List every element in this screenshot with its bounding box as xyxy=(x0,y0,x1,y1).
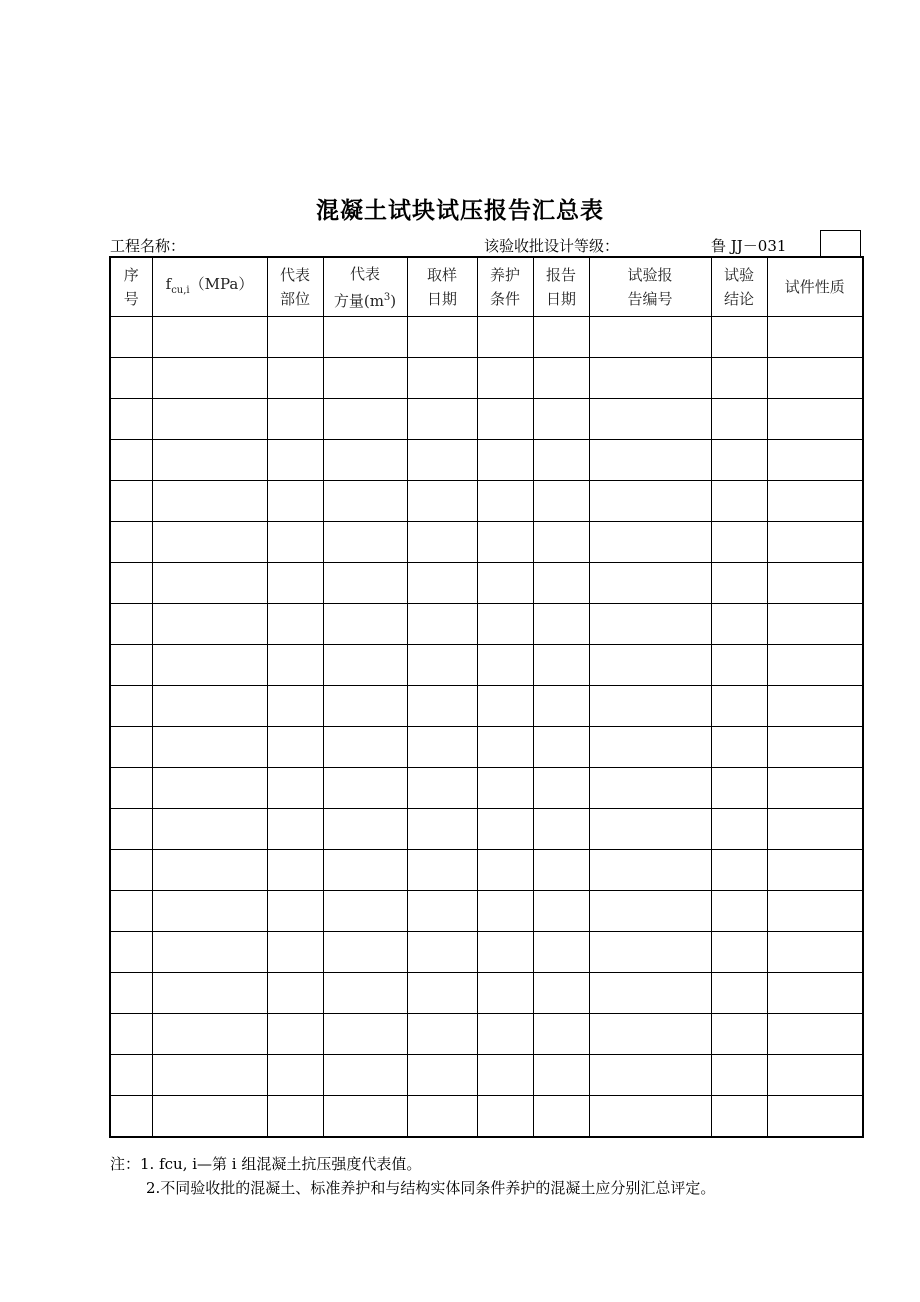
table-row xyxy=(110,563,863,604)
table-cell[interactable] xyxy=(589,481,711,522)
table-cell[interactable] xyxy=(767,973,863,1014)
header-conclusion: 试验 结论 xyxy=(711,257,767,317)
header-report-date: 报告 日期 xyxy=(533,257,589,317)
table-cell[interactable] xyxy=(711,932,767,973)
table-row xyxy=(110,522,863,563)
table-cell[interactable] xyxy=(477,522,533,563)
table-cell[interactable] xyxy=(407,645,477,686)
table-cell[interactable] xyxy=(477,563,533,604)
table-cell[interactable] xyxy=(477,768,533,809)
table-cell[interactable] xyxy=(407,563,477,604)
table-cell[interactable] xyxy=(323,440,407,481)
table-cell[interactable] xyxy=(110,768,152,809)
table-cell[interactable] xyxy=(152,768,267,809)
table-cell[interactable] xyxy=(533,645,589,686)
table-cell[interactable] xyxy=(589,932,711,973)
table-cell[interactable] xyxy=(589,440,711,481)
table-cell[interactable] xyxy=(533,727,589,768)
table-cell[interactable] xyxy=(267,1055,323,1096)
table-cell[interactable] xyxy=(589,604,711,645)
table-cell[interactable] xyxy=(711,727,767,768)
table-cell[interactable] xyxy=(110,1055,152,1096)
table-cell[interactable] xyxy=(407,358,477,399)
table-cell[interactable] xyxy=(267,440,323,481)
table-cell[interactable] xyxy=(589,973,711,1014)
header-fcu: $f_{cu,i}(MPa)$ xyxy=(152,257,267,317)
table-cell[interactable] xyxy=(533,686,589,727)
table-cell[interactable] xyxy=(323,932,407,973)
project-name-label: 工程名称： xyxy=(110,237,186,255)
summary-table xyxy=(109,256,864,1138)
table-cell[interactable] xyxy=(533,522,589,563)
table-cell[interactable] xyxy=(110,399,152,440)
table-cell[interactable] xyxy=(589,1096,711,1138)
table-cell[interactable] xyxy=(323,1055,407,1096)
table-cell[interactable] xyxy=(110,481,152,522)
table-cell[interactable] xyxy=(267,645,323,686)
table-cell[interactable] xyxy=(323,317,407,358)
table-cell[interactable] xyxy=(533,1055,589,1096)
table-row xyxy=(110,768,863,809)
table-cell[interactable] xyxy=(407,1055,477,1096)
table-cell[interactable] xyxy=(589,850,711,891)
table-cell[interactable] xyxy=(267,317,323,358)
table-cell[interactable] xyxy=(267,932,323,973)
header-seq: 序 号 xyxy=(110,257,152,317)
table-cell[interactable] xyxy=(711,645,767,686)
table-cell[interactable] xyxy=(267,891,323,932)
table-cell[interactable] xyxy=(533,604,589,645)
table-cell[interactable] xyxy=(533,932,589,973)
table-cell[interactable] xyxy=(589,358,711,399)
table-cell[interactable] xyxy=(477,1096,533,1138)
table-cell[interactable] xyxy=(767,399,863,440)
table-cell[interactable] xyxy=(152,317,267,358)
table-cell[interactable] xyxy=(152,1014,267,1055)
table-cell[interactable] xyxy=(767,645,863,686)
table-cell[interactable] xyxy=(589,809,711,850)
table-cell[interactable] xyxy=(152,686,267,727)
table-cell[interactable] xyxy=(589,891,711,932)
table-row xyxy=(110,1055,863,1096)
code-box[interactable] xyxy=(820,230,861,257)
table-cell[interactable] xyxy=(323,1096,407,1138)
table-cell[interactable] xyxy=(477,1014,533,1055)
table-cell[interactable] xyxy=(407,973,477,1014)
table-cell[interactable] xyxy=(767,1055,863,1096)
table-cell[interactable] xyxy=(533,973,589,1014)
table-cell[interactable] xyxy=(767,768,863,809)
table-cell[interactable] xyxy=(767,727,863,768)
table-cell[interactable] xyxy=(110,604,152,645)
table-cell[interactable] xyxy=(267,1014,323,1055)
table-cell[interactable] xyxy=(407,850,477,891)
table-cell[interactable] xyxy=(533,768,589,809)
table-cell[interactable] xyxy=(323,850,407,891)
table-cell[interactable] xyxy=(589,1055,711,1096)
table-cell[interactable] xyxy=(152,932,267,973)
table-cell[interactable] xyxy=(152,481,267,522)
table-cell[interactable] xyxy=(152,727,267,768)
table-cell[interactable] xyxy=(407,932,477,973)
note-1: 注：1. fcu, i—第 i 组混凝土抗压强度代表值。 xyxy=(110,1155,422,1173)
table-cell[interactable] xyxy=(533,440,589,481)
table-cell[interactable] xyxy=(477,727,533,768)
table-row xyxy=(110,358,863,399)
table-cell[interactable] xyxy=(267,522,323,563)
table-cell[interactable] xyxy=(152,1055,267,1096)
table-cell[interactable] xyxy=(267,563,323,604)
table-cell[interactable] xyxy=(110,645,152,686)
table-cell[interactable] xyxy=(407,440,477,481)
table-cell[interactable] xyxy=(477,973,533,1014)
table-cell[interactable] xyxy=(323,522,407,563)
table-cell[interactable] xyxy=(152,850,267,891)
header-report-no: 试验报 告编号 xyxy=(589,257,711,317)
table-row xyxy=(110,973,863,1014)
table-cell[interactable] xyxy=(711,768,767,809)
table-cell[interactable] xyxy=(589,686,711,727)
table-cell[interactable] xyxy=(407,891,477,932)
table-row xyxy=(110,317,863,358)
table-cell[interactable] xyxy=(323,399,407,440)
table-cell[interactable] xyxy=(533,809,589,850)
table-cell[interactable] xyxy=(110,563,152,604)
table-cell[interactable] xyxy=(767,809,863,850)
table-cell[interactable] xyxy=(407,686,477,727)
header-curing: 养护 条件 xyxy=(477,257,533,317)
header-nature: 试件性质 xyxy=(767,257,863,317)
table-row xyxy=(110,440,863,481)
table-cell[interactable] xyxy=(152,973,267,1014)
table-row xyxy=(110,645,863,686)
table-cell[interactable] xyxy=(110,522,152,563)
table-cell[interactable] xyxy=(589,317,711,358)
table-cell[interactable] xyxy=(533,399,589,440)
table-cell[interactable] xyxy=(152,522,267,563)
table-cell[interactable] xyxy=(267,727,323,768)
table-cell[interactable] xyxy=(767,686,863,727)
header-volume: 代表 方量$(m^3)$ xyxy=(323,257,407,317)
table-cell[interactable] xyxy=(110,727,152,768)
table-cell[interactable] xyxy=(767,358,863,399)
table-cell[interactable] xyxy=(767,563,863,604)
table-cell[interactable] xyxy=(152,399,267,440)
table-cell[interactable] xyxy=(589,768,711,809)
table-cell[interactable] xyxy=(533,563,589,604)
table-cell[interactable] xyxy=(767,1096,863,1138)
table-cell[interactable] xyxy=(589,1014,711,1055)
table-cell[interactable] xyxy=(267,358,323,399)
table-cell[interactable] xyxy=(711,1096,767,1138)
table-cell[interactable] xyxy=(267,768,323,809)
table-row xyxy=(110,1014,863,1055)
table-cell[interactable] xyxy=(477,809,533,850)
table-cell[interactable] xyxy=(267,399,323,440)
table-row xyxy=(110,1096,863,1138)
table-cell[interactable] xyxy=(533,481,589,522)
table-cell[interactable] xyxy=(711,891,767,932)
table-cell[interactable] xyxy=(711,1055,767,1096)
table-cell[interactable] xyxy=(110,317,152,358)
table-cell[interactable] xyxy=(533,1096,589,1138)
table-cell[interactable] xyxy=(110,932,152,973)
table-cell[interactable] xyxy=(477,891,533,932)
table-row xyxy=(110,809,863,850)
table-cell[interactable] xyxy=(110,1096,152,1138)
form-code: 鲁 JJ－031 xyxy=(711,237,787,255)
table-cell[interactable] xyxy=(589,563,711,604)
table-cell[interactable] xyxy=(477,932,533,973)
table-row xyxy=(110,932,863,973)
table-cell[interactable] xyxy=(407,1096,477,1138)
table-cell[interactable] xyxy=(407,399,477,440)
table-cell[interactable] xyxy=(533,891,589,932)
table-cell[interactable] xyxy=(110,850,152,891)
table-cell[interactable] xyxy=(767,604,863,645)
table-cell[interactable] xyxy=(767,440,863,481)
table-cell[interactable] xyxy=(323,604,407,645)
table-cell[interactable] xyxy=(110,973,152,1014)
table-cell[interactable] xyxy=(323,645,407,686)
table-cell[interactable] xyxy=(323,727,407,768)
table-header-row xyxy=(110,257,863,317)
table-cell[interactable] xyxy=(267,850,323,891)
table-cell[interactable] xyxy=(152,645,267,686)
table-cell[interactable] xyxy=(477,1055,533,1096)
table-cell[interactable] xyxy=(323,358,407,399)
header-sample-date: 取样 日期 xyxy=(407,257,477,317)
table-cell[interactable] xyxy=(323,686,407,727)
table-cell[interactable] xyxy=(323,481,407,522)
table-cell[interactable] xyxy=(589,399,711,440)
table-cell[interactable] xyxy=(711,809,767,850)
table-cell[interactable] xyxy=(477,358,533,399)
table-cell[interactable] xyxy=(110,809,152,850)
table-cell[interactable] xyxy=(533,358,589,399)
table-cell[interactable] xyxy=(589,645,711,686)
table-cell[interactable] xyxy=(323,563,407,604)
table-cell[interactable] xyxy=(152,1096,267,1138)
table-cell[interactable] xyxy=(323,973,407,1014)
table-cell[interactable] xyxy=(110,1014,152,1055)
table-row xyxy=(110,850,863,891)
table-cell[interactable] xyxy=(152,563,267,604)
table-cell[interactable] xyxy=(711,1014,767,1055)
header-part: 代表 部位 xyxy=(267,257,323,317)
table-cell[interactable] xyxy=(711,522,767,563)
table-row xyxy=(110,686,863,727)
table-cell[interactable] xyxy=(407,481,477,522)
table-cell[interactable] xyxy=(477,850,533,891)
table-cell[interactable] xyxy=(711,604,767,645)
table-cell[interactable] xyxy=(711,399,767,440)
table-cell[interactable] xyxy=(152,358,267,399)
table-cell[interactable] xyxy=(477,317,533,358)
table-cell[interactable] xyxy=(323,768,407,809)
table-cell[interactable] xyxy=(267,481,323,522)
table-cell[interactable] xyxy=(267,604,323,645)
page-title: 混凝土试块试压报告汇总表 xyxy=(316,198,604,224)
notes xyxy=(110,1152,715,1200)
table-cell[interactable] xyxy=(267,1096,323,1138)
table-cell[interactable] xyxy=(407,317,477,358)
table-cell[interactable] xyxy=(407,727,477,768)
table-cell[interactable] xyxy=(110,891,152,932)
table-cell[interactable] xyxy=(323,891,407,932)
table-row xyxy=(110,891,863,932)
table-cell[interactable] xyxy=(152,440,267,481)
design-grade-label: 该验收批设计等级： xyxy=(484,237,620,255)
table-row xyxy=(110,604,863,645)
table-cell[interactable] xyxy=(711,440,767,481)
table-cell[interactable] xyxy=(533,850,589,891)
table-row xyxy=(110,481,863,522)
table-cell[interactable] xyxy=(767,522,863,563)
table-cell[interactable] xyxy=(589,522,711,563)
table-cell[interactable] xyxy=(767,317,863,358)
table-cell[interactable] xyxy=(477,686,533,727)
table-cell[interactable] xyxy=(767,1014,863,1055)
table-cell[interactable] xyxy=(767,481,863,522)
table-cell[interactable] xyxy=(152,604,267,645)
table-cell[interactable] xyxy=(533,1014,589,1055)
table-cell[interactable] xyxy=(711,481,767,522)
table-cell[interactable] xyxy=(477,604,533,645)
table-cell[interactable] xyxy=(767,850,863,891)
table-cell[interactable] xyxy=(152,809,267,850)
table-cell[interactable] xyxy=(477,440,533,481)
table-cell[interactable] xyxy=(711,850,767,891)
table-cell[interactable] xyxy=(711,317,767,358)
table-cell[interactable] xyxy=(477,645,533,686)
table-row xyxy=(110,399,863,440)
table-cell[interactable] xyxy=(110,686,152,727)
table-cell[interactable] xyxy=(152,891,267,932)
table-row xyxy=(110,727,863,768)
table-cell[interactable] xyxy=(407,522,477,563)
note-2: 2.不同验收批的混凝土、标准养护和与结构实体同条件养护的混凝土应分别汇总评定。 xyxy=(146,1179,716,1197)
table-cell[interactable] xyxy=(267,686,323,727)
table-cell[interactable] xyxy=(110,440,152,481)
table-cell[interactable] xyxy=(407,809,477,850)
table-cell[interactable] xyxy=(711,358,767,399)
table-cell[interactable] xyxy=(267,809,323,850)
table-cell[interactable] xyxy=(323,809,407,850)
table-cell[interactable] xyxy=(589,727,711,768)
table-cell[interactable] xyxy=(533,317,589,358)
table-cell[interactable] xyxy=(767,932,863,973)
table-cell[interactable] xyxy=(711,973,767,1014)
table-cell[interactable] xyxy=(110,358,152,399)
table-cell[interactable] xyxy=(711,686,767,727)
table-cell[interactable] xyxy=(711,563,767,604)
table-cell[interactable] xyxy=(477,399,533,440)
table-cell[interactable] xyxy=(407,604,477,645)
table-cell[interactable] xyxy=(477,481,533,522)
table-cell[interactable] xyxy=(407,768,477,809)
table-cell[interactable] xyxy=(407,1014,477,1055)
table-body xyxy=(110,317,863,1138)
table-cell[interactable] xyxy=(767,891,863,932)
table-cell[interactable] xyxy=(267,973,323,1014)
table-cell[interactable] xyxy=(323,1014,407,1055)
